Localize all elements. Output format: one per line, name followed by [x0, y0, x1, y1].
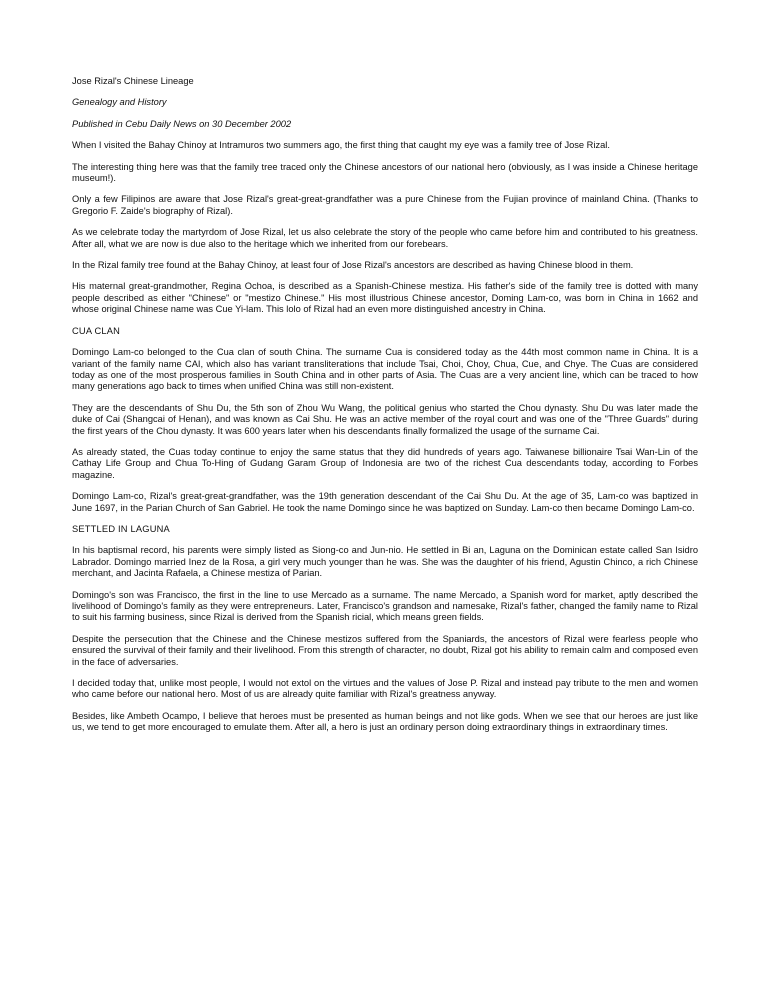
publication-line: Published in Cebu Daily News on 30 December 2002 — [72, 118, 292, 129]
paragraph: In the Rizal family tree found at the Bahay Chinoy, at least four of Jose Rizal's ancestors are described as having Chinese blood in them. — [72, 260, 634, 271]
paragraph: As already stated, the Cuas today continue to enjoy the same status that they did hundreds of years ago. Taiwanese billionaire Tsai Wan-Lin of the Cathay Life Group and Chua To-Hing of Gudang Garam Group of Indonesia are two of the richest Cua descendants today, according to Forbes magazine. — [72, 446, 698, 480]
article-body — [72, 140, 698, 733]
document-title: Jose Rizal's Chinese Lineage — [72, 76, 194, 86]
paragraph: Domingo's son was Francisco, the first in the line to use Mercado as a surname. The name Mercado, a Spanish word for market, aptly described the livelihood of Domingo's family as they were entrepreneurs. Later, Francisco's grandson and namesake, Rizal's father, changed the family name to Rizal to suit his farming business, since Rizal is derived from the Spanish ricial, which means green fields. — [72, 589, 698, 623]
paragraph: Besides, like Ambeth Ocampo, I believe that heroes must be presented as human beings and not like gods. When we see that our heroes are just like us, we tend to get more encouraged to emulate them. After all, a hero is just an ordinary person doing extraordinary things in extraordinary times. — [72, 710, 698, 733]
paragraph: Domingo Lam-co belonged to the Cua clan of south China. The surname Cua is considered today as the 44th most common name in China. It is a variant of the family name CAI, which also has variant transliterations that include Tsai, Choi, Choy, Chua, Cue, and Chye. The Cuas are considered today as one of the most prosperous families in South China and in other parts of Asia. The Cuas are a very ancient line, which can be traced to how many generations ago back to times when unified China was still non-existent. — [72, 347, 698, 392]
paragraph: Domingo Lam-co, Rizal's great-great-grandfather, was the 19th generation descendant of the Cai Shu Du. At the age of 35, Lam-co was baptized in June 1697, in the Parian Church of San Gabriel. He took the name Domingo since he was baptized on Sunday. Lam-co then became Domingo Lam-co. — [72, 491, 698, 513]
paragraph: As we celebrate today the martyrdom of Jose Rizal, let us also celebrate the story of the people who came before him and contributed to his greatness. After all, what we are now is due also to the heritage which we inherited from our forebears. — [72, 227, 698, 249]
paragraph: Only a few Filipinos are aware that Jose Rizal's great-great-grandfather was a pure Chinese from the Fujian province of mainland China. (Thanks to Gregorio F. Zaide's biography of Rizal). — [72, 194, 698, 216]
paragraph: When I visited the Bahay Chinoy at Intramuros two summers ago, the first thing that caught my eye was a family tree of Jose Rizal. — [72, 140, 610, 151]
document-page — [72, 76, 698, 744]
paragraph: I decided today that, unlike most people, I would not extol on the virtues and the values of Jose P. Rizal and instead pay tribute to the men and women who came before our national hero. Most of us are already quite familiar with Rizal's greatness anyway. — [72, 678, 698, 700]
paragraph: They are the descendants of Shu Du, the 5th son of Zhou Wu Wang, the political genius who started the Chou dynasty. Shu Du was later made the duke of Cai (Shangcai of Henan), and was known as Cai Shu. He was an active member of the royal court and was one of the "Three Guards" during the first years of the Chou dynasty. It was 600 years later when his descendants finally formalized the usage of the surname Cai. — [72, 402, 698, 436]
section-heading: CUA CLAN — [72, 325, 121, 336]
paragraph: In his baptismal record, his parents were simply listed as Siong-co and Jun-nio. He settled in Bi an, Laguna on the Dominican estate called San Isidro Labrador. Domingo married Inez de la Rosa, a girl very much younger than he was. She was the daughter of his friend, Agustin Chinco, a rich Chinese merchant, and Jacinta Rafaela, a Chinese mestiza of Parian. — [72, 545, 698, 579]
document-subtitle: Genealogy and History — [72, 97, 167, 108]
paragraph: His maternal great-grandmother, Regina Ochoa, is described as a Spanish-Chinese mestiza. His father's side of the family tree is dotted with many people described as either "Chinese" or "mestizo Chinese." His most illustrious Chinese ancestor, Doming Lam-co, was born in China in 1662 and whose original Chinese name was Cue Yi-lam. This lolo of Rizal had an even more distinguished ancestry in China. — [72, 281, 698, 315]
paragraph: The interesting thing here was that the family tree traced only the Chinese ancestors of our national hero (obviously, as I was inside a Chinese heritage museum!). — [72, 161, 698, 184]
section-heading: SETTLED IN LAGUNA — [72, 523, 170, 534]
paragraph: Despite the persecution that the Chinese and the Chinese mestizos suffered from the Spaniards, the ancestors of Rizal were fearless people who ensured the survival of their family and their livelihood. From this strength of character, no doubt, Rizal got his ability to remain calm and composed even in the face of adversaries. — [72, 633, 698, 667]
